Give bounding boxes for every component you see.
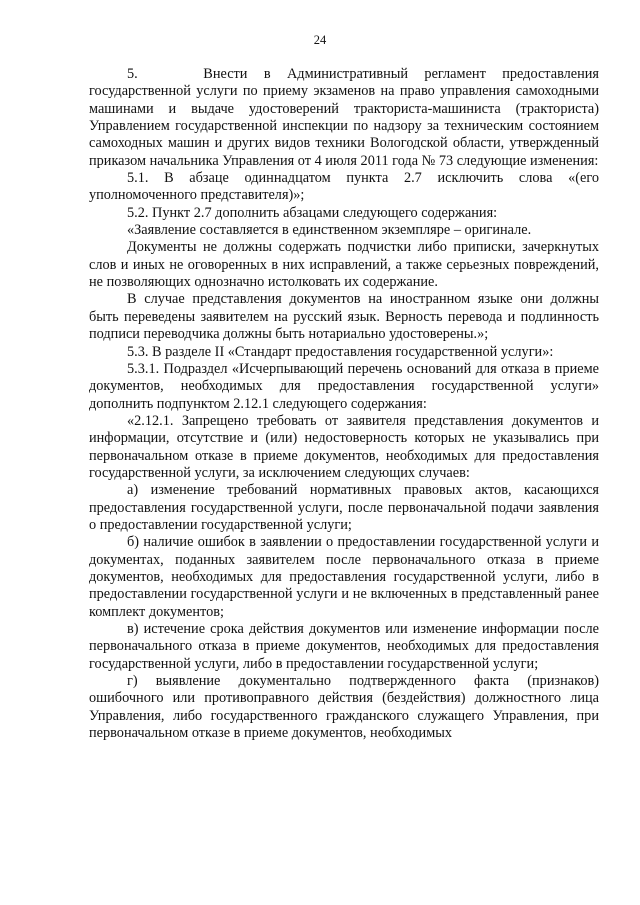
paragraph-case-v: в) истечение срока действия документов или изменение информации после первоначального отказа в приеме документов, необходимых для предоставления государственной услуги, либо в предоставлении государственной услуги; [89,621,599,672]
paragraph-item-5-3-1: 5.3.1. Подраздел «Исчерпывающий перечень оснований для отказа в приеме документов, необходимых для предоставления государственной услуги» дополнить подпунктом 2.12.1 следующего содержания: [89,360,599,412]
paragraph-item-5-3: 5.3. В разделе II «Стандарт предоставления государственной услуги»: [127,343,554,360]
paragraph-foreign-language: В случае представления документов на иностранном языке они должны быть переведены заявителем на русский язык. Верность перевода и подлинность подписи переводчика должны быть нотариально удостоверены.»; [89,291,599,343]
paragraph-documents-requirements: Документы не должны содержать подчистки либо приписки, зачеркнутых слов и иных не оговоренных в них исправлений, а также серьезных повреждений, не позволяющих однозначно истолковать их содержание. [89,239,599,291]
paragraph-item-5: 5. Внести в Административный регламент предоставления государственной услуги по приему экзаменов на право управления самоходными машинами и выдаче удостоверений тракториста-машиниста (тракториста) Управлением государственной инспекции по надзору за техническим состоянием самоходных машин и других видов техники Вологодской области, утвержденный приказом начальника Управления от 4 июля 2011 года № 73 следующие изменения: [89,66,599,169]
paragraph-case-g: г) выявление документально подтвержденного факта (признаков) ошибочного или противоправного действия (бездействия) должностного лица Управления, либо государственного гражданского служащего Управления, при первоначальном отказе в приеме документов, необходимых [89,673,599,742]
paragraph-item-2-12-1: «2.12.1. Запрещено требовать от заявителя представления документов и информации, отсутствие и (или) недостоверность которых не указывались при первоначальном отказе в приеме документов, необходимых для предоставления государственной услуги, за исключением следующих случаев: [89,412,599,481]
paragraph-quote-application: «Заявление составляется в единственном экземпляре – оригинале. [127,222,532,239]
paragraph-case-a: а) изменение требований нормативных правовых актов, касающихся предоставления государственной услуги, после первоначальной подачи заявления о предоставлении государственной услуги; [89,482,599,533]
page-number: 24 [313,33,327,47]
document-body [89,66,599,742]
paragraph-item-5-2: 5.2. Пункт 2.7 дополнить абзацами следующего содержания: [127,204,498,221]
paragraph-item-5-1: 5.1. В абзаце одиннадцатом пункта 2.7 исключить слова «(его уполномоченного представителя)»; [89,170,599,204]
paragraph-case-b: б) наличие ошибок в заявлении о предоставлении государственной услуги и документах, поданных заявителем после первоначального отказа в приеме документов, необходимых для предоставления государственной услуги, либо в предоставлении государственной услуги и не включенных в представленный ранее комплект документов; [89,534,599,620]
